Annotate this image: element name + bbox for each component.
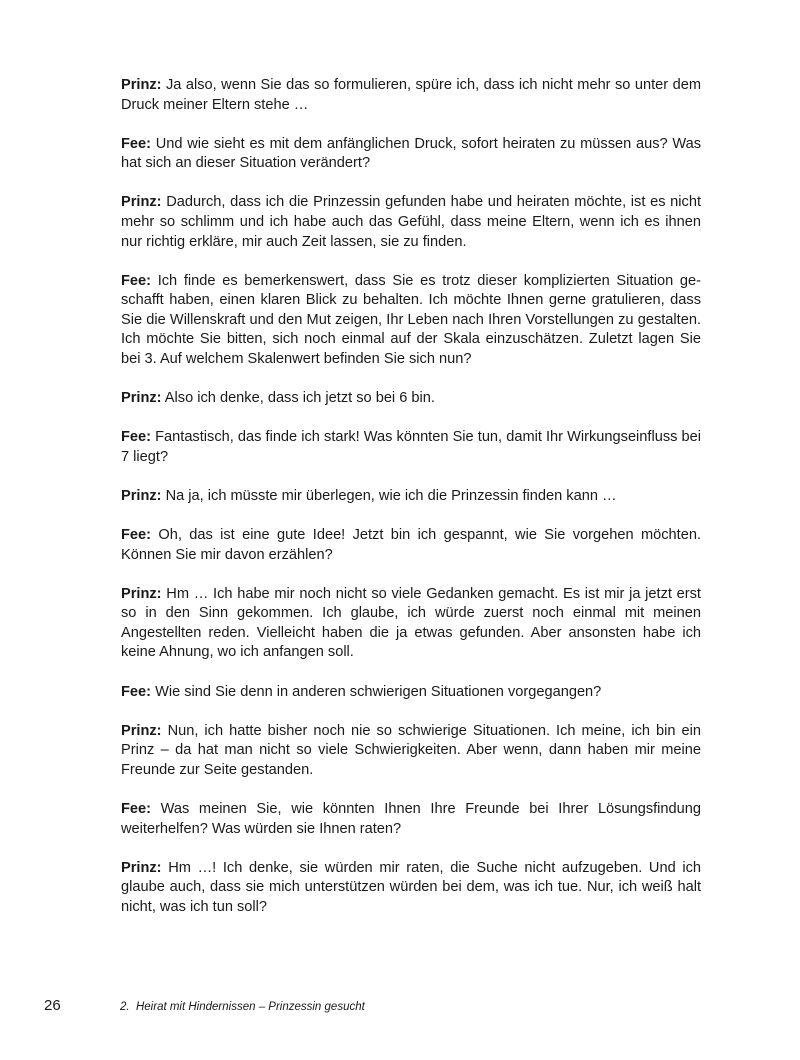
dialogue-paragraph — [121, 859, 701, 918]
speaker-label: Prinz: — [121, 487, 162, 504]
speaker-label: Prinz: — [121, 859, 162, 876]
dialogue-paragraph — [121, 526, 701, 565]
speaker-label: Prinz: — [121, 77, 162, 93]
dialogue-text: Na ja, ich müsste mir überlegen, wie ich die Prinzessin finden kann … — [161, 487, 617, 504]
dialogue-text: Ich finde es bemerkenswert, dass Sie es trotz dieser komplizierten Situation geschafft haben, einen klaren Blick zu behalten. Ich möchte Ihnen gerne gratulieren, dass Sie die Willenskraft und den Mut zeigen, Ihr Leben nach Ihren Vorstellungen zu gestalten. Ich möchte Sie bitten, sich noch einmal auf der Skala einzuschätzen. Zuletzt lagen Sie bei 3. Auf welchem Skalenwert befinden Sie sich nun? — [121, 272, 701, 368]
dialogue-text: Also ich denke, dass ich jetzt so bei 6 bin. — [161, 390, 435, 407]
dialogue-text: Wie sind Sie denn in anderen schwierigen Situationen vorgegangen? — [151, 683, 602, 700]
dialogue-paragraph — [121, 683, 701, 703]
speaker-label: Fee: — [121, 272, 152, 289]
dialogue-text: Nun, ich hatte bisher noch nie so schwierige Situationen. Ich meine, ich bin ein Prinz – da hat man nicht so viele Schwierigkeiten. Aber wenn, dann haben mir meine Freunde zur Seite gestanden. — [121, 722, 701, 778]
dialogue-text: Ja also, wenn Sie das so formulieren, spüre ich, dass ich nicht mehr so unter dem Druck meiner Eltern stehe … — [121, 77, 701, 113]
dialogue-paragraph — [121, 722, 701, 781]
speaker-label: Fee: — [121, 683, 152, 700]
dialogue-paragraph — [121, 487, 701, 507]
speaker-label: Fee: — [121, 135, 152, 152]
dialogue-paragraph — [121, 585, 701, 663]
dialogue-paragraph — [121, 135, 701, 174]
dialogue-text: Hm …! Ich denke, sie würden mir raten, die Suche nicht aufzugeben. Und ich glaube auch, dass sie mich unterstützen würden bei dem, was ich tue. Nur, ich weiß halt nicht, was ich tun soll? — [121, 859, 701, 915]
page-number: 26 — [44, 997, 61, 1014]
dialogue-text: Oh, das ist eine gute Idee! Jetzt bin ich gespannt, wie Sie vorgehen möchten. Können Sie mir davon erzählen? — [121, 527, 701, 563]
speaker-label: Prinz: — [121, 722, 162, 739]
dialogue-body — [121, 76, 701, 937]
speaker-label: Prinz: — [121, 585, 162, 602]
dialogue-text: Hm … Ich habe mir noch nicht so viele Gedanken gemacht. Es ist mir ja jetzt erst so in den Sinn gekommen. Ich glaube, ich würde zuerst noch einmal mit meinen Angestellten reden. Vielleicht haben die ja etwas gefunden. Aber ansonsten habe ich keine Ahnung, wo ich anfangen soll. — [121, 585, 701, 661]
dialogue-paragraph — [121, 389, 701, 409]
speaker-label: Fee: — [121, 429, 152, 446]
speaker-label: Fee: — [121, 800, 152, 817]
chapter-number: 2. — [120, 1001, 130, 1013]
running-head — [120, 997, 365, 1017]
dialogue-text: Fantastisch, das finde ich stark! Was könnten Sie tun, damit Ihr Wirkungseinfluss bei 7 liegt? — [121, 429, 701, 465]
speaker-label: Prinz: — [121, 390, 162, 407]
dialogue-text: Was meinen Sie, wie könnten Ihnen Ihre Freunde bei Ihrer Lösungsfindung weiterhelfen? Was würden sie Ihnen raten? — [121, 800, 701, 837]
dialogue-paragraph — [121, 193, 701, 252]
dialogue-paragraph — [121, 76, 701, 115]
dialogue-paragraph — [121, 800, 701, 839]
dialogue-text: Und wie sieht es mit dem anfänglichen Druck, sofort heiraten zu müssen aus? Was hat sich an dieser Situation verändert? — [121, 135, 701, 172]
dialogue-paragraph — [121, 428, 701, 467]
chapter-title: Heirat mit Hindernissen – Prinzessin gesucht — [135, 1001, 365, 1013]
dialogue-text: Dadurch, dass ich die Prinzessin gefunden habe und heiraten möchte, ist es nicht mehr so schlimm und ich habe auch das Gefühl, dass meine Eltern, wenn ich es ihnen nur richtig erkläre, mir auch Zeit lassen, sie zu finden. — [121, 194, 701, 250]
dialogue-paragraph — [121, 272, 701, 370]
page-footer — [0, 996, 800, 1016]
speaker-label: Prinz: — [121, 194, 162, 211]
speaker-label: Fee: — [121, 527, 152, 543]
